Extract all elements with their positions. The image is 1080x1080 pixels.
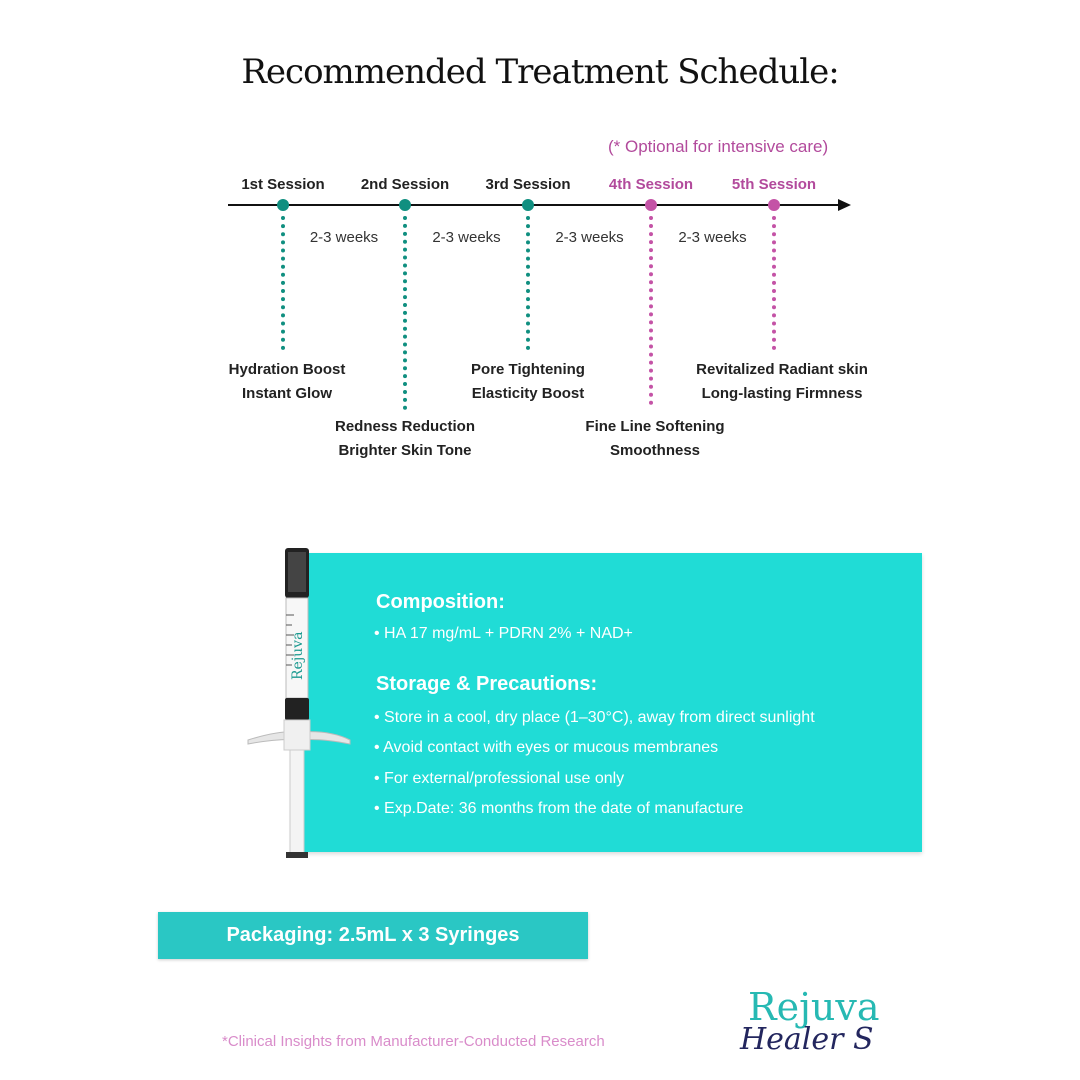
footnote: *Clinical Insights from Manufacturer-Conducted Research (222, 1033, 605, 1050)
composition-item-text: HA 17 mg/mL + PDRN 2% + NAD+ (384, 625, 633, 642)
benefit-text: Revitalized Radiant skin (696, 361, 868, 378)
syringe-label: Rejuva (290, 631, 306, 680)
storage-item: • For external/professional use only (374, 770, 625, 787)
session-benefits (229, 358, 346, 406)
session-label: 2nd Session (360, 176, 450, 193)
benefit-text: Pore Tightening (471, 361, 585, 378)
storage-item-text: Avoid contact with eyes or mucous membranes (383, 739, 719, 756)
storage-item: • Store in a cool, dry place (1–30°C), away from direct sunlight (374, 709, 815, 726)
brand-logo: Rejuva (748, 985, 880, 1029)
session-benefits (696, 358, 868, 406)
info-panel (292, 553, 922, 852)
optional-note: (* Optional for intensive care) (608, 137, 829, 156)
interval-label: 2-3 weeks (309, 229, 379, 246)
benefit-text: Redness Reduction (334, 418, 476, 435)
packaging-banner: Packaging: 2.5mL x 3 Syringes (158, 912, 588, 959)
session-label: 1st Session (241, 176, 325, 193)
page-title: Recommended Treatment Schedule: (241, 52, 839, 92)
benefit-text: Fine Line Softening (585, 418, 725, 435)
benefit-text: Hydration Boost (228, 361, 346, 378)
session-label: 5th Session (731, 176, 817, 193)
session-benefits (585, 415, 724, 463)
benefit-text: Elasticity Boost (471, 385, 585, 402)
session-connector (526, 216, 530, 350)
interval-label: 2-3 weeks (432, 229, 501, 246)
session-connector (772, 216, 776, 350)
storage-heading: Storage & Precautions: (376, 673, 598, 695)
session-dot (645, 199, 657, 211)
syringe-image (240, 540, 360, 870)
session-benefits (471, 358, 585, 406)
session-label: 3rd Session (485, 176, 571, 193)
session-connector (403, 216, 407, 410)
session-dot (277, 199, 289, 211)
timeline-axis (228, 204, 840, 206)
session-connector (281, 216, 285, 350)
timeline-arrow-icon (838, 199, 851, 211)
storage-item-text: Store in a cool, dry place (1–30°C), away from direct sunlight (384, 709, 815, 726)
benefit-text: Instant Glow (241, 385, 332, 402)
interval-label: 2-3 weeks (555, 229, 624, 246)
session-dot (399, 199, 411, 211)
session-dot (768, 199, 780, 211)
session-connector (649, 216, 653, 405)
composition-heading: Composition: (376, 591, 505, 613)
brand-logo-subtitle: Healer S (740, 1022, 874, 1057)
session-label: 4th Session (608, 176, 694, 193)
composition-item: • HA 17 mg/mL + PDRN 2% + NAD+ (374, 625, 633, 642)
storage-item: • Exp.Date: 36 months from the date of manufacture (374, 800, 744, 817)
session-dot (522, 199, 534, 211)
storage-item-text: For external/professional use only (384, 770, 625, 787)
session-benefits (335, 415, 475, 463)
benefit-text: Long-lasting Firmness (701, 385, 863, 402)
storage-item: • Avoid contact with eyes or mucous membranes (374, 739, 719, 756)
interval-label: 2-3 weeks (678, 229, 747, 246)
benefit-text: Smoothness (609, 442, 701, 459)
storage-item-text: Exp.Date: 36 months from the date of manufacture (384, 800, 744, 817)
benefit-text: Brighter Skin Tone (338, 442, 472, 459)
